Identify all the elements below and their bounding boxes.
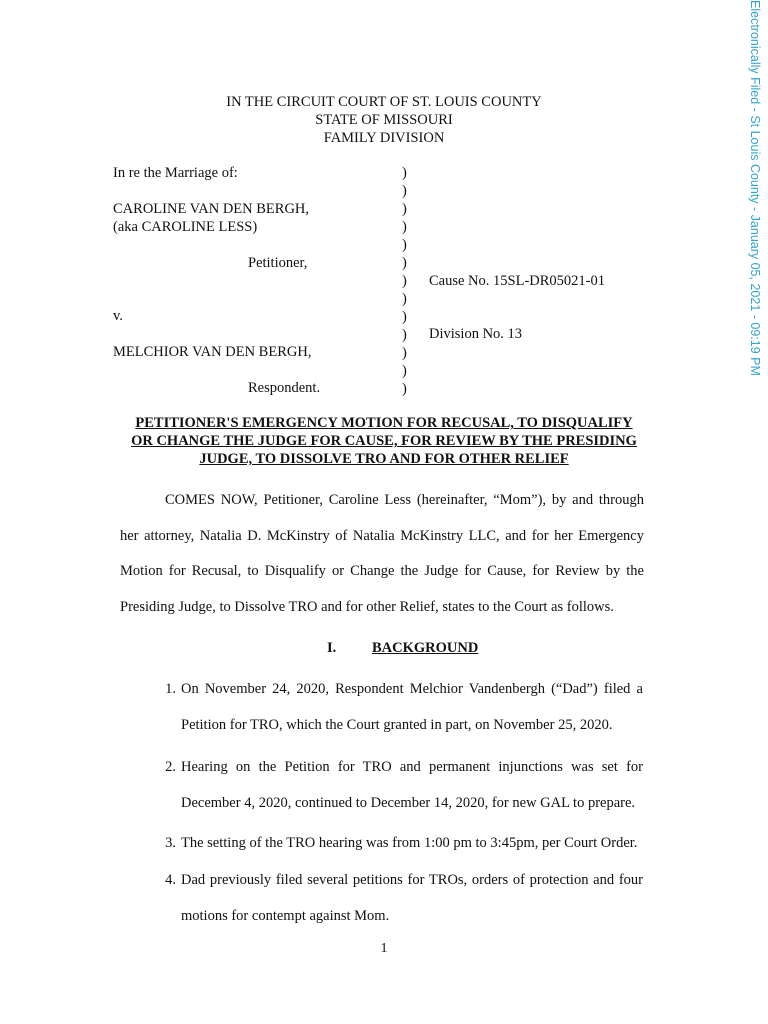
paren: ) xyxy=(402,381,407,397)
case-caption xyxy=(0,164,768,398)
item-number: 4. xyxy=(165,872,176,888)
court-state: STATE OF MISSOURI xyxy=(315,112,453,128)
petitioner-label: Petitioner, xyxy=(248,255,308,271)
efiling-stamp-text: Electronically Filed - St Louis County - January 05, 2021 - 09:19 PM xyxy=(748,0,762,376)
item-line: Hearing on the Petition for TRO and permanent injunctions was set for xyxy=(181,759,643,775)
paren: ) xyxy=(402,219,407,235)
item-text xyxy=(181,672,643,743)
section-title: BACKGROUND xyxy=(372,640,479,656)
paren: ) xyxy=(402,327,407,343)
caption-parentheses xyxy=(402,164,414,398)
item-line: On November 24, 2020, Respondent Melchior Vandenbergh (“Dad”) filed a xyxy=(181,681,643,697)
petitioner-aka: (aka CAROLINE LESS) xyxy=(113,219,258,235)
in-re-line: In re the Marriage of: xyxy=(113,165,238,181)
item-number: 2. xyxy=(165,759,176,775)
motion-title xyxy=(118,414,650,468)
motion-title-line: PETITIONER'S EMERGENCY MOTION FOR RECUSAL, TO DISQUALIFY xyxy=(135,415,633,431)
paren: ) xyxy=(402,183,407,199)
item-text xyxy=(181,863,643,934)
cause-number: Cause No. 15SL-DR05021-01 xyxy=(429,273,606,289)
paren: ) xyxy=(402,273,407,289)
respondent-label: Respondent. xyxy=(248,380,321,396)
paren: ) xyxy=(402,255,407,271)
versus: v. xyxy=(113,308,123,324)
paren: ) xyxy=(402,345,407,361)
motion-title-line: OR CHANGE THE JUDGE FOR CAUSE, FOR REVIEW BY THE PRESIDING xyxy=(131,433,637,449)
paragraph-line: Presiding Judge, to Dissolve TRO and for other Relief, states to the Court as follows. xyxy=(120,598,614,615)
respondent-name: MELCHIOR VAN DEN BERGH, xyxy=(113,344,312,360)
court-heading xyxy=(0,93,768,147)
item-line: Petition for TRO, which the Court granted in part, on November 25, 2020. xyxy=(181,716,613,733)
item-number: 3. xyxy=(165,835,176,851)
paragraph-line: COMES NOW, Petitioner, Caroline Less (hereinafter, “Mom”), by and through xyxy=(165,492,644,508)
petitioner-name: CAROLINE VAN DEN BERGH, xyxy=(113,201,310,217)
intro-paragraph xyxy=(120,483,644,625)
paren: ) xyxy=(402,165,407,181)
motion-title-line: JUDGE, TO DISSOLVE TRO AND FOR OTHER RELIEF xyxy=(199,451,569,467)
paren: ) xyxy=(402,291,407,307)
item-text xyxy=(181,750,643,821)
paragraph-line: Motion for Recusal, to Disqualify or Change the Judge for Cause, for Review by the xyxy=(120,563,644,580)
court-name: IN THE CIRCUIT COURT OF ST. LOUIS COUNTY xyxy=(226,94,542,110)
item-line: motions for contempt against Mom. xyxy=(181,907,390,924)
section-numeral: I. xyxy=(327,640,337,656)
paragraph-line: her attorney, Natalia D. McKinstry of Natalia McKinstry LLC, and for her Emergency xyxy=(120,527,644,544)
paren: ) xyxy=(402,309,407,325)
item-line: The setting of the TRO hearing was from 1:00 pm to 3:45pm, per Court Order. xyxy=(181,835,638,851)
item-number: 1. xyxy=(165,681,176,697)
paren: ) xyxy=(402,237,407,253)
paren: ) xyxy=(402,363,407,379)
court-division: FAMILY DIVISION xyxy=(323,130,445,146)
item-line: December 4, 2020, continued to December 14, 2020, for new GAL to prepare. xyxy=(181,794,636,811)
page-number: 1 xyxy=(380,941,388,956)
item-text xyxy=(181,826,643,862)
division-number: Division No. 13 xyxy=(429,326,523,342)
paren: ) xyxy=(402,201,407,217)
item-line: Dad previously filed several petitions for TROs, orders of protection and four xyxy=(181,872,643,888)
